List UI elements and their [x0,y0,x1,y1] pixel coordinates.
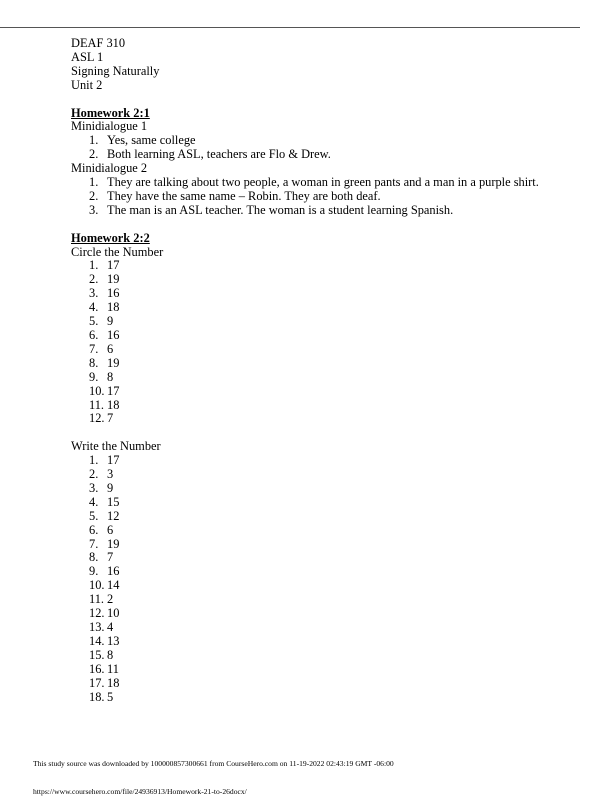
list-item [71,371,571,385]
list-item-number: 3. [89,480,99,495]
list-item [71,357,571,371]
list-item-number: 14. [89,633,105,648]
list-item-text: 16 [107,328,120,342]
list-item-number: 13. [89,620,105,635]
list-item-number: 3. [89,202,99,217]
list-item-number: 6. [89,328,99,342]
list-item-text: 2 [107,592,114,607]
list-item [71,204,571,218]
list-item-number: 9. [89,564,99,579]
list-item-number: 2. [89,147,99,162]
list-item-text: 17 [107,453,120,468]
list-item-number: 3. [89,286,99,301]
list-item-number: 1. [89,258,99,273]
list-item-number: 17. [89,675,105,690]
list-item-number: 12. [89,606,105,621]
list-item-number: 10. [89,383,105,398]
list-item [71,412,571,426]
write-the-number-list [71,454,571,704]
list-item [71,468,571,482]
list-item-number: 16. [89,661,105,676]
list-item-number: 4. [89,494,99,509]
list-item-text: 7 [107,411,114,426]
list-item-number: 7. [89,341,99,356]
list-item-text: 18 [107,300,120,315]
list-item [71,315,571,329]
list-item-text: 19 [107,355,120,370]
list-item-text: 18 [107,397,120,412]
list-item-text: 4 [107,620,114,635]
list-item-number: 1. [89,453,99,468]
list-item [71,190,571,204]
list-item-text: 18 [107,675,120,690]
list-item [71,691,571,705]
homework-2-2-heading: Homework 2:2 [71,230,150,245]
document-body [71,37,571,704]
course-code: DEAF 310 [71,36,126,50]
minidialogue-1-label: Minidialogue 1 [71,119,148,134]
list-item-text: 16 [107,286,120,301]
list-item-number: 8. [89,355,99,370]
list-item-text: 8 [107,647,114,662]
list-item [71,677,571,691]
list-item [71,301,571,315]
list-item-number: 11. [89,592,105,607]
list-item-number: 1. [89,175,99,190]
list-item-text: 9 [107,480,114,495]
list-item-text: The man is an ASL teacher. The woman is a student learning Spanish. [107,202,454,217]
list-item [71,663,571,677]
list-item-text: 10 [107,606,120,621]
list-item-text: 6 [107,522,114,537]
list-item-text: 12 [107,508,120,523]
list-item-number: 7. [89,536,99,551]
list-item-text: 11 [107,661,119,676]
list-item-text: 19 [107,272,120,287]
source-url[interactable]: https://www.coursehero.com/file/24936913/Homework-21-to-26docx/ [33,787,247,796]
list-item [71,649,571,663]
list-item-number: 6. [89,522,99,537]
write-the-number-label: Write the Number [71,439,161,454]
list-item-text: Both learning ASL, teachers are Flo & Drew. [107,147,331,162]
circle-the-number-list [71,259,571,426]
list-item-text: 6 [107,341,114,356]
list-item [71,579,571,593]
list-item [71,399,571,413]
minidialogue-2-list [71,176,571,218]
list-item [71,538,571,552]
list-item [71,134,571,148]
page-top-rule [0,27,580,28]
homework-2-1-heading: Homework 2:1 [71,105,150,120]
list-item [71,343,571,357]
list-item [71,607,571,621]
unit-label: Unit 2 [71,77,103,92]
list-item [71,510,571,524]
list-item-number: 2. [89,467,99,482]
list-item-number: 4. [89,300,99,315]
download-notice: This study source was downloaded by 100000857300661 from CourseHero.com on 11-19-2022 02:43:19 GMT -06:00 [33,759,394,768]
minidialogue-2-label: Minidialogue 2 [71,161,148,176]
list-item [71,593,571,607]
list-item [71,482,571,496]
list-item-number: 2. [89,272,99,287]
list-item [71,176,571,190]
list-item-text: 8 [107,369,114,384]
list-item-text: 3 [107,467,114,482]
list-item-text: They have the same name – Robin. They are both deaf. [107,188,381,203]
list-item-text: Yes, same college [107,133,196,148]
list-item-number: 15. [89,647,105,662]
list-item [71,148,571,162]
list-item-number: 1. [89,133,99,148]
list-item [71,454,571,468]
list-item [71,621,571,635]
list-item-text: 17 [107,383,120,398]
list-item-number: 12. [89,411,105,426]
list-item-text: 5 [107,689,114,704]
list-item-number: 2. [89,188,99,203]
list-item [71,287,571,301]
list-item-number: 11. [89,397,105,412]
list-item [71,524,571,538]
list-item-number: 18. [89,689,105,704]
list-item [71,635,571,649]
list-item [71,565,571,579]
list-item [71,496,571,510]
list-item [71,385,571,399]
minidialogue-1-list [71,134,571,162]
list-item [71,259,571,273]
list-item [71,273,571,287]
list-item [71,551,571,565]
list-item-text: 19 [107,536,120,551]
list-item-number: 5. [89,508,99,523]
list-item-text: 17 [107,258,120,273]
circle-the-number-label: Circle the Number [71,244,164,259]
textbook-title: Signing Naturally [71,63,160,78]
list-item-text: 9 [107,314,114,329]
list-item-number: 8. [89,550,99,565]
list-item-text: 16 [107,564,120,579]
list-item-text: 13 [107,633,120,648]
list-item-text: They are talking about two people, a woman in green pants and a man in a purple shirt. [107,175,539,190]
list-item-number: 9. [89,369,99,384]
list-item-text: 14 [107,578,120,593]
list-item-number: 10. [89,578,105,593]
list-item-number: 5. [89,314,99,329]
list-item-text: 15 [107,494,120,509]
course-level: ASL 1 [71,49,104,64]
list-item [71,329,571,343]
list-item-text: 7 [107,550,114,565]
